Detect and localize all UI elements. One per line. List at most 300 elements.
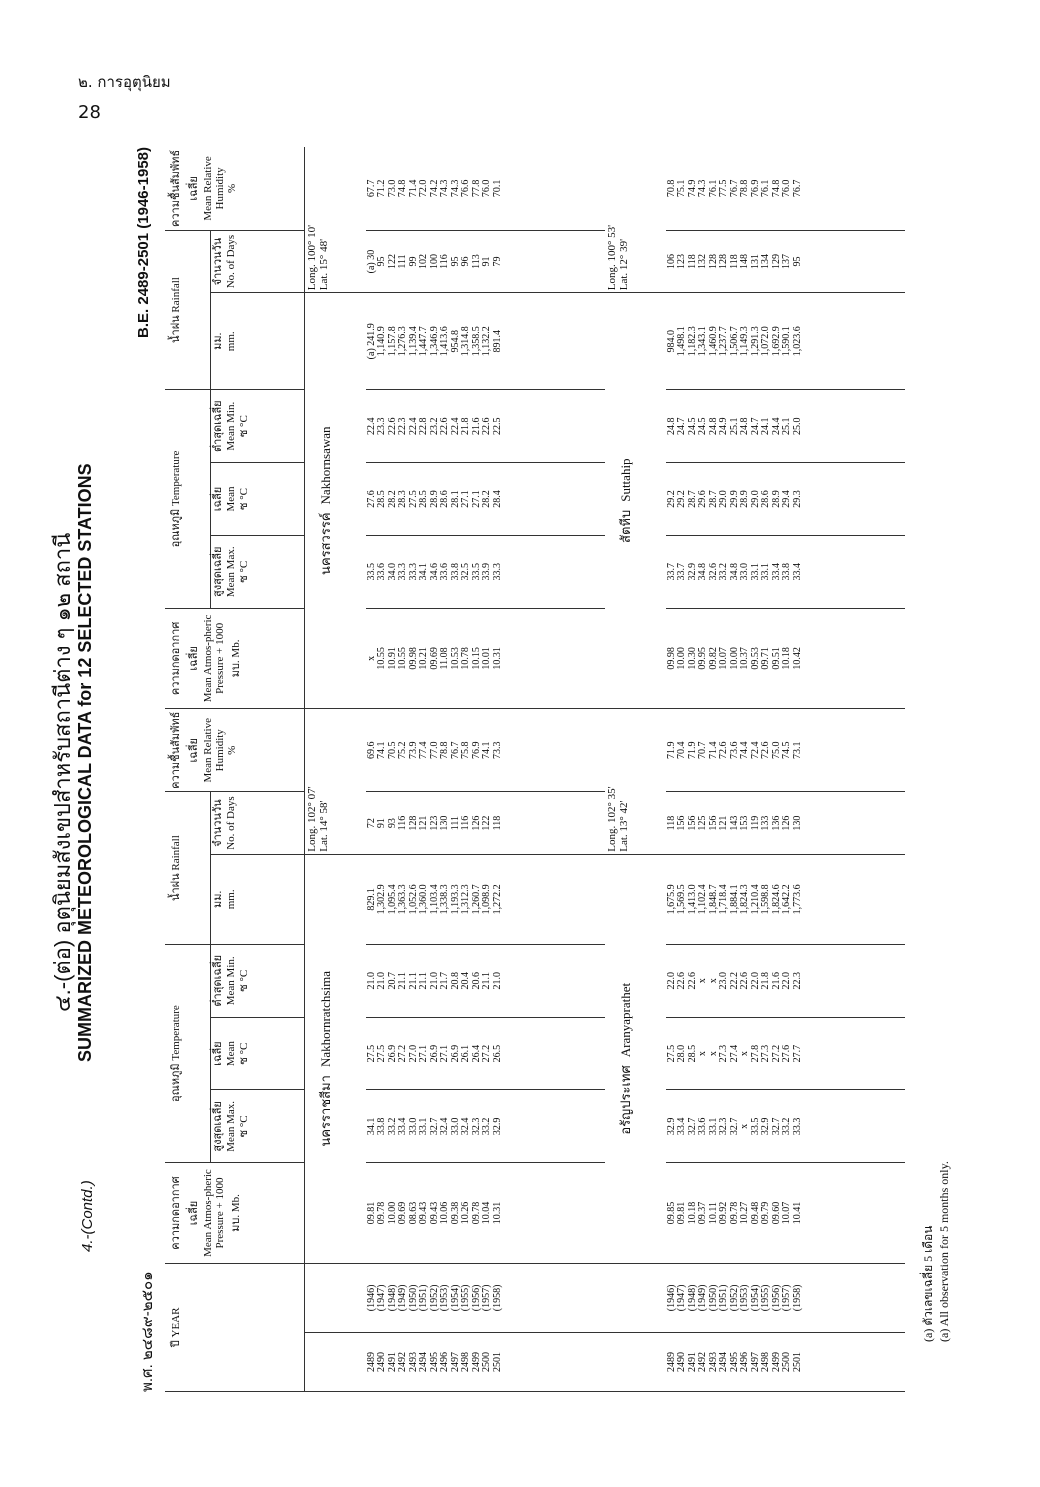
value: 27.6: [365, 490, 377, 508]
value: 09.43: [418, 1201, 430, 1225]
value: 29.9: [728, 490, 740, 508]
value: 10.11: [707, 1201, 719, 1225]
station-coordinates: [605, 709, 666, 855]
value: 33.3: [397, 563, 409, 581]
value: 09.78: [376, 1201, 388, 1225]
value: 1,718.4: [718, 884, 729, 915]
value: 73.6: [728, 741, 740, 760]
value: 2498: [460, 1352, 472, 1373]
value: 95: [449, 256, 461, 267]
value: 24.7: [749, 417, 761, 435]
longitude: Long. 102° 35': [606, 786, 618, 852]
value: 33.3: [791, 1117, 803, 1136]
value: 27.5: [665, 1044, 677, 1063]
value: 21.6: [470, 417, 482, 435]
rain-days-column: [666, 230, 906, 292]
value: 129: [770, 254, 782, 270]
value: 33.5: [749, 1117, 761, 1136]
tmax-column: [666, 535, 906, 608]
value: (1946): [365, 1284, 377, 1312]
value: 22.6: [686, 972, 698, 990]
value: 27.7: [791, 1044, 803, 1063]
value: 33.2: [481, 1117, 493, 1136]
value: 33.2: [781, 1117, 792, 1136]
value: 22.8: [418, 417, 430, 435]
value: 28.9: [770, 490, 782, 508]
value: x: [707, 978, 719, 984]
year-be-column: [366, 1333, 605, 1392]
value: 32.7: [728, 1117, 740, 1136]
station-name: [605, 293, 666, 709]
value: 34.8: [697, 563, 708, 581]
value: 10.00: [386, 1201, 398, 1225]
value: 74.8: [770, 179, 782, 198]
value: 79: [491, 256, 503, 267]
value: 32.7: [770, 1117, 782, 1136]
value: 27.5: [376, 1044, 388, 1063]
value: (1956): [470, 1284, 482, 1312]
title-english: SUMMARIZED METEOROLOGICAL DATA for 12 SELECTED STATIONS: [75, 463, 95, 1062]
value: 1,773.6: [791, 884, 803, 915]
value: 134: [760, 254, 771, 270]
rain-mm-header: มม. mm.: [211, 293, 305, 390]
value: 33.2: [718, 563, 729, 581]
humidity-header: ความชื้นสัมพัทธ์เฉลี่ย Mean Relative Humidity %: [165, 147, 304, 230]
value: 21.0: [428, 972, 440, 990]
footnote-english: (a) All observation for 5 months only.: [937, 1161, 951, 1342]
value: 1,272.2: [491, 884, 503, 915]
value: 26.1: [460, 1044, 472, 1063]
value: 73.1: [791, 741, 803, 760]
value: 1,824.6: [770, 884, 782, 915]
value: 111: [449, 815, 461, 831]
value: 2492: [697, 1352, 708, 1373]
rain-days-column: [366, 792, 605, 854]
value: 10.04: [481, 1201, 493, 1225]
value: 26.4: [470, 1044, 482, 1063]
value: 33.1: [760, 563, 771, 581]
latitude: Lat. 13° 42': [618, 800, 630, 852]
tmax-column: [366, 535, 605, 608]
value: 74.3: [439, 179, 451, 198]
value: 09.69: [397, 1201, 409, 1225]
value: 73.0: [386, 179, 398, 198]
value: 10.18: [686, 1201, 698, 1225]
value: 128: [718, 254, 729, 270]
tmax-column: [366, 1090, 605, 1163]
value: 23.0: [718, 972, 729, 990]
value: 20.8: [449, 972, 461, 990]
value: 123: [676, 254, 687, 270]
value: 106: [665, 254, 677, 270]
value: 69.6: [365, 741, 377, 760]
value: 1,848.7: [707, 884, 719, 915]
value: 32.6: [707, 563, 719, 581]
value: 24.9: [718, 417, 729, 435]
value: 27.1: [470, 490, 482, 508]
value: 76.9: [749, 179, 761, 198]
value: 09.38: [449, 1201, 461, 1225]
value: 128: [407, 815, 419, 831]
value: 20.4: [460, 972, 472, 990]
value: 33.0: [449, 1117, 461, 1136]
value: 74.8: [397, 179, 409, 198]
value: 1,302.9: [376, 884, 388, 915]
value: 2496: [439, 1352, 451, 1373]
value: 1,498.1: [676, 326, 687, 357]
value: 76.1: [760, 179, 771, 198]
value: 08.63: [407, 1201, 419, 1225]
value: 32.9: [760, 1117, 771, 1136]
value: 118: [686, 254, 698, 269]
value: 22.3: [791, 972, 803, 990]
value: 22.6: [481, 417, 493, 435]
value: (1954): [749, 1284, 761, 1312]
value: 2493: [407, 1352, 419, 1373]
meteorological-data-table: [165, 147, 905, 1392]
value: 23.2: [428, 417, 440, 435]
value: 10.00: [728, 647, 740, 670]
value: 33.1: [707, 1117, 719, 1136]
latitude: Lat. 15° 48': [317, 238, 330, 291]
value: 1,675.9: [665, 884, 677, 915]
value: 1,139.4: [407, 326, 419, 357]
value: 28.5: [418, 490, 430, 508]
value: 126: [470, 815, 482, 831]
station-name-english: Aranyaprathet: [618, 982, 633, 1058]
value: 116: [439, 254, 451, 269]
value: 32.9: [665, 1117, 677, 1136]
rain-column: [366, 854, 605, 944]
value: 78.8: [439, 741, 451, 760]
value: (1947): [676, 1284, 687, 1312]
value: 28.5: [686, 1044, 698, 1063]
value: x: [739, 1123, 750, 1129]
value: 71.4: [407, 179, 419, 198]
value: x: [707, 1051, 719, 1057]
year-ce-column: [666, 1263, 906, 1332]
value: 33.1: [749, 563, 761, 581]
value: 33.5: [470, 563, 482, 581]
value: 1,140.9: [376, 326, 388, 357]
longitude: Long. 100° 10': [305, 224, 318, 291]
value: 1,346.9: [428, 326, 440, 357]
humidity-column: [366, 147, 605, 230]
value: 27.3: [718, 1044, 729, 1063]
value: 09.60: [770, 1201, 782, 1225]
value: 2499: [770, 1352, 782, 1373]
value: 10.18: [781, 647, 792, 670]
value: 2489: [365, 1352, 377, 1373]
value: 27.2: [397, 1044, 409, 1063]
pressure-header: ความกดอากาศเฉลี่ย Mean Atmos-pheric Pressure + 1000 มบ. Mb.: [165, 608, 304, 709]
value: 1,276.3: [397, 326, 409, 357]
value: (1958): [491, 1284, 503, 1312]
value: 21.1: [397, 972, 409, 990]
value: 119: [749, 815, 761, 831]
value: 22.6: [739, 972, 750, 990]
value: 28.2: [481, 490, 493, 508]
value: 1,598.8: [760, 884, 771, 915]
value: 76.7: [449, 741, 461, 760]
value: (1949): [397, 1284, 409, 1312]
value: 2498: [760, 1352, 771, 1373]
rain-mm-header: มม. mm.: [211, 854, 305, 944]
value: 22.0: [781, 972, 792, 990]
tmin-column: [366, 390, 605, 463]
value: 1,182.3: [686, 326, 698, 357]
year-ce-column: [366, 1263, 605, 1332]
value: 132: [697, 254, 708, 270]
value: 22.6: [386, 417, 398, 435]
station-name: [605, 854, 666, 1263]
value: 33.0: [739, 563, 750, 581]
value: 2493: [707, 1352, 719, 1373]
value: 21.0: [376, 972, 388, 990]
value: 2499: [470, 1352, 482, 1373]
value: 27.5: [365, 1044, 377, 1063]
value: 111: [397, 254, 409, 269]
value: 128: [707, 254, 719, 270]
value: 2494: [418, 1352, 430, 1373]
value: 10.06: [439, 1201, 451, 1225]
value: 116: [460, 815, 472, 831]
value: 34.6: [428, 563, 440, 581]
value: 09.98: [407, 647, 419, 670]
value: 32.7: [428, 1117, 440, 1136]
value: 09.69: [428, 647, 440, 670]
value: 102: [418, 254, 430, 270]
value: 118: [665, 815, 677, 831]
rainfall-group-header: น้ำฝน Rainfall: [165, 792, 211, 945]
temperature-group-header: อุณหภูมิ Temperature: [165, 944, 211, 1162]
value: (1950): [407, 1284, 419, 1312]
value: 70.7: [697, 741, 708, 760]
value: 22.6: [439, 417, 451, 435]
value: 33.8: [449, 563, 461, 581]
value: 34.0: [386, 563, 398, 581]
value: 28.3: [397, 490, 409, 508]
tmin-column: [366, 944, 605, 1017]
value: 1,291.3: [749, 326, 761, 357]
value: 116: [397, 815, 409, 831]
value: 09.79: [760, 1201, 771, 1225]
value: 28.1: [449, 490, 461, 508]
value: 1,103.4: [428, 884, 440, 915]
value: 25.0: [791, 417, 803, 435]
value: 1,363.3: [397, 884, 409, 915]
value: 1,506.7: [728, 326, 740, 357]
value: (1946): [665, 1284, 677, 1312]
longitude: Long. 100° 53': [606, 224, 618, 291]
value: 21.8: [760, 972, 771, 990]
value: 20.7: [386, 972, 398, 990]
value: 70.1: [491, 179, 503, 198]
value: 75.2: [397, 741, 409, 760]
value: 1,157.8: [386, 326, 398, 357]
value: (1957): [481, 1284, 493, 1312]
value: 99: [407, 256, 419, 267]
value: 2491: [686, 1352, 698, 1373]
value: (a) 30: [365, 249, 377, 274]
value: 33.3: [491, 563, 503, 581]
value: 27.6: [781, 1044, 792, 1063]
value: 1,413.0: [686, 884, 698, 915]
value: 72.6: [718, 741, 729, 760]
value: 10.00: [676, 647, 687, 670]
station-coordinates: [304, 709, 365, 855]
value: 21.1: [481, 972, 493, 990]
value: 22.4: [407, 417, 419, 435]
value: 33.1: [418, 1117, 430, 1136]
value: (1953): [439, 1284, 451, 1312]
value: 1,052.6: [407, 884, 419, 915]
value: 33.4: [770, 563, 782, 581]
value: 10.07: [781, 1201, 792, 1225]
value: (1947): [376, 1284, 388, 1312]
value: 22.6: [676, 972, 687, 990]
humidity-column: [366, 709, 605, 792]
station-coordinates: [605, 147, 666, 293]
value: 22.5: [491, 417, 503, 435]
year-range-english: B.E. 2489-2501 (1946-1958): [135, 147, 152, 338]
value: 23.3: [376, 417, 388, 435]
value: 29.3: [791, 490, 803, 508]
value: 24.5: [686, 417, 698, 435]
value: 73.3: [491, 741, 503, 760]
value: 33.6: [697, 1117, 708, 1136]
pressure-column: [666, 608, 906, 709]
value: 21.7: [439, 972, 451, 990]
value: 24.8: [707, 417, 719, 435]
footnotes: [920, 1161, 952, 1342]
value: 2500: [481, 1352, 493, 1373]
value: 2497: [449, 1352, 461, 1373]
value: 25.1: [728, 417, 740, 435]
value: 1,692.9: [770, 326, 782, 357]
value: 28.6: [439, 490, 451, 508]
value: 2500: [781, 1352, 792, 1373]
value: 21.1: [418, 972, 430, 990]
value: x: [697, 978, 708, 984]
value: 75.0: [770, 741, 782, 760]
value: 27.1: [460, 490, 472, 508]
value: 1,095.4: [386, 884, 398, 915]
value: 27.8: [749, 1044, 761, 1063]
station-coordinates: [304, 147, 365, 293]
value: 71.9: [665, 741, 677, 760]
value: 72.6: [760, 741, 771, 760]
value: 2501: [491, 1352, 503, 1373]
value: 1,642.2: [781, 884, 792, 915]
blank-cell: [605, 1263, 666, 1332]
station-name-thai: นครราชสีมา: [317, 1075, 333, 1147]
value: 126: [781, 815, 792, 831]
value: 121: [718, 815, 729, 831]
station-name: [304, 854, 365, 1263]
value: 75.8: [460, 741, 472, 760]
value: 72: [365, 818, 377, 829]
value: 2491: [386, 1352, 398, 1373]
value: 77.5: [718, 179, 729, 198]
value: 22.3: [397, 417, 409, 435]
value: (1952): [728, 1284, 740, 1312]
temperature-group-header: อุณหภูมิ Temperature: [165, 390, 211, 608]
value: (a) 241.9: [365, 323, 377, 360]
value: 156: [686, 815, 698, 831]
value: 09.78: [470, 1201, 482, 1225]
value: 22.4: [449, 417, 461, 435]
value: 33.4: [791, 563, 803, 581]
tmean-column: [666, 463, 906, 536]
value: 21.0: [491, 972, 503, 990]
value: 1,237.7: [718, 326, 729, 357]
value: 1,360.0: [418, 884, 430, 915]
rotated-table-page: [50, 147, 951, 1392]
value: 73.9: [407, 741, 419, 760]
pressure-column: [366, 608, 605, 709]
value: (1956): [770, 1284, 782, 1312]
value: x: [697, 1051, 708, 1057]
station-name-english: Nakhornsawan: [317, 426, 333, 505]
value: 1,358.5: [470, 326, 482, 357]
value: 74.3: [449, 179, 461, 198]
value: 22.2: [728, 972, 740, 990]
value: 33.7: [665, 563, 677, 581]
value: 74.5: [781, 741, 792, 760]
value: 21.6: [770, 972, 782, 990]
tmean-column: [666, 1017, 906, 1090]
rain-days-header: จำนวนวัน No. of Days: [211, 792, 305, 854]
value: 09.81: [365, 1201, 377, 1225]
value: 10.55: [376, 647, 388, 670]
value: 29.0: [749, 490, 761, 508]
value: 70.8: [665, 179, 677, 198]
value: 148: [739, 254, 750, 270]
value: 74.3: [697, 179, 708, 198]
value: 33.4: [676, 1117, 687, 1136]
value: 100: [428, 254, 440, 270]
value: 09.51: [770, 647, 782, 670]
value: 29.2: [665, 490, 677, 508]
rain-days-column: [666, 792, 906, 854]
rain-column: [666, 293, 906, 390]
tmean-column: [366, 1017, 605, 1090]
value: 130: [791, 815, 803, 831]
value: 33.8: [376, 1117, 388, 1136]
value: 24.8: [665, 417, 677, 435]
value: 1,338.3: [439, 884, 451, 915]
value: 71.9: [686, 741, 698, 760]
value: 1,824.3: [739, 884, 750, 915]
value: 76.7: [791, 179, 803, 198]
value: 28.2: [386, 490, 398, 508]
value: 29.6: [697, 490, 708, 508]
value: 136: [770, 815, 782, 831]
value: 1,343.1: [697, 326, 708, 357]
humidity-column: [666, 709, 906, 792]
value: 143: [728, 815, 740, 831]
value: 156: [707, 815, 719, 831]
title-thai: ๔.-(ต่อ) อุตุนิยมสังเขปสำหรับสถานีต่าง ๆ ๑๒ สถานี: [50, 532, 75, 1012]
value: 09.43: [428, 1201, 440, 1225]
value: 28.4: [491, 490, 503, 508]
value: (1953): [739, 1284, 750, 1312]
value: 22.0: [749, 972, 761, 990]
value: 10.37: [739, 647, 750, 670]
value: 27.2: [481, 1044, 493, 1063]
value: 10.26: [460, 1201, 472, 1225]
